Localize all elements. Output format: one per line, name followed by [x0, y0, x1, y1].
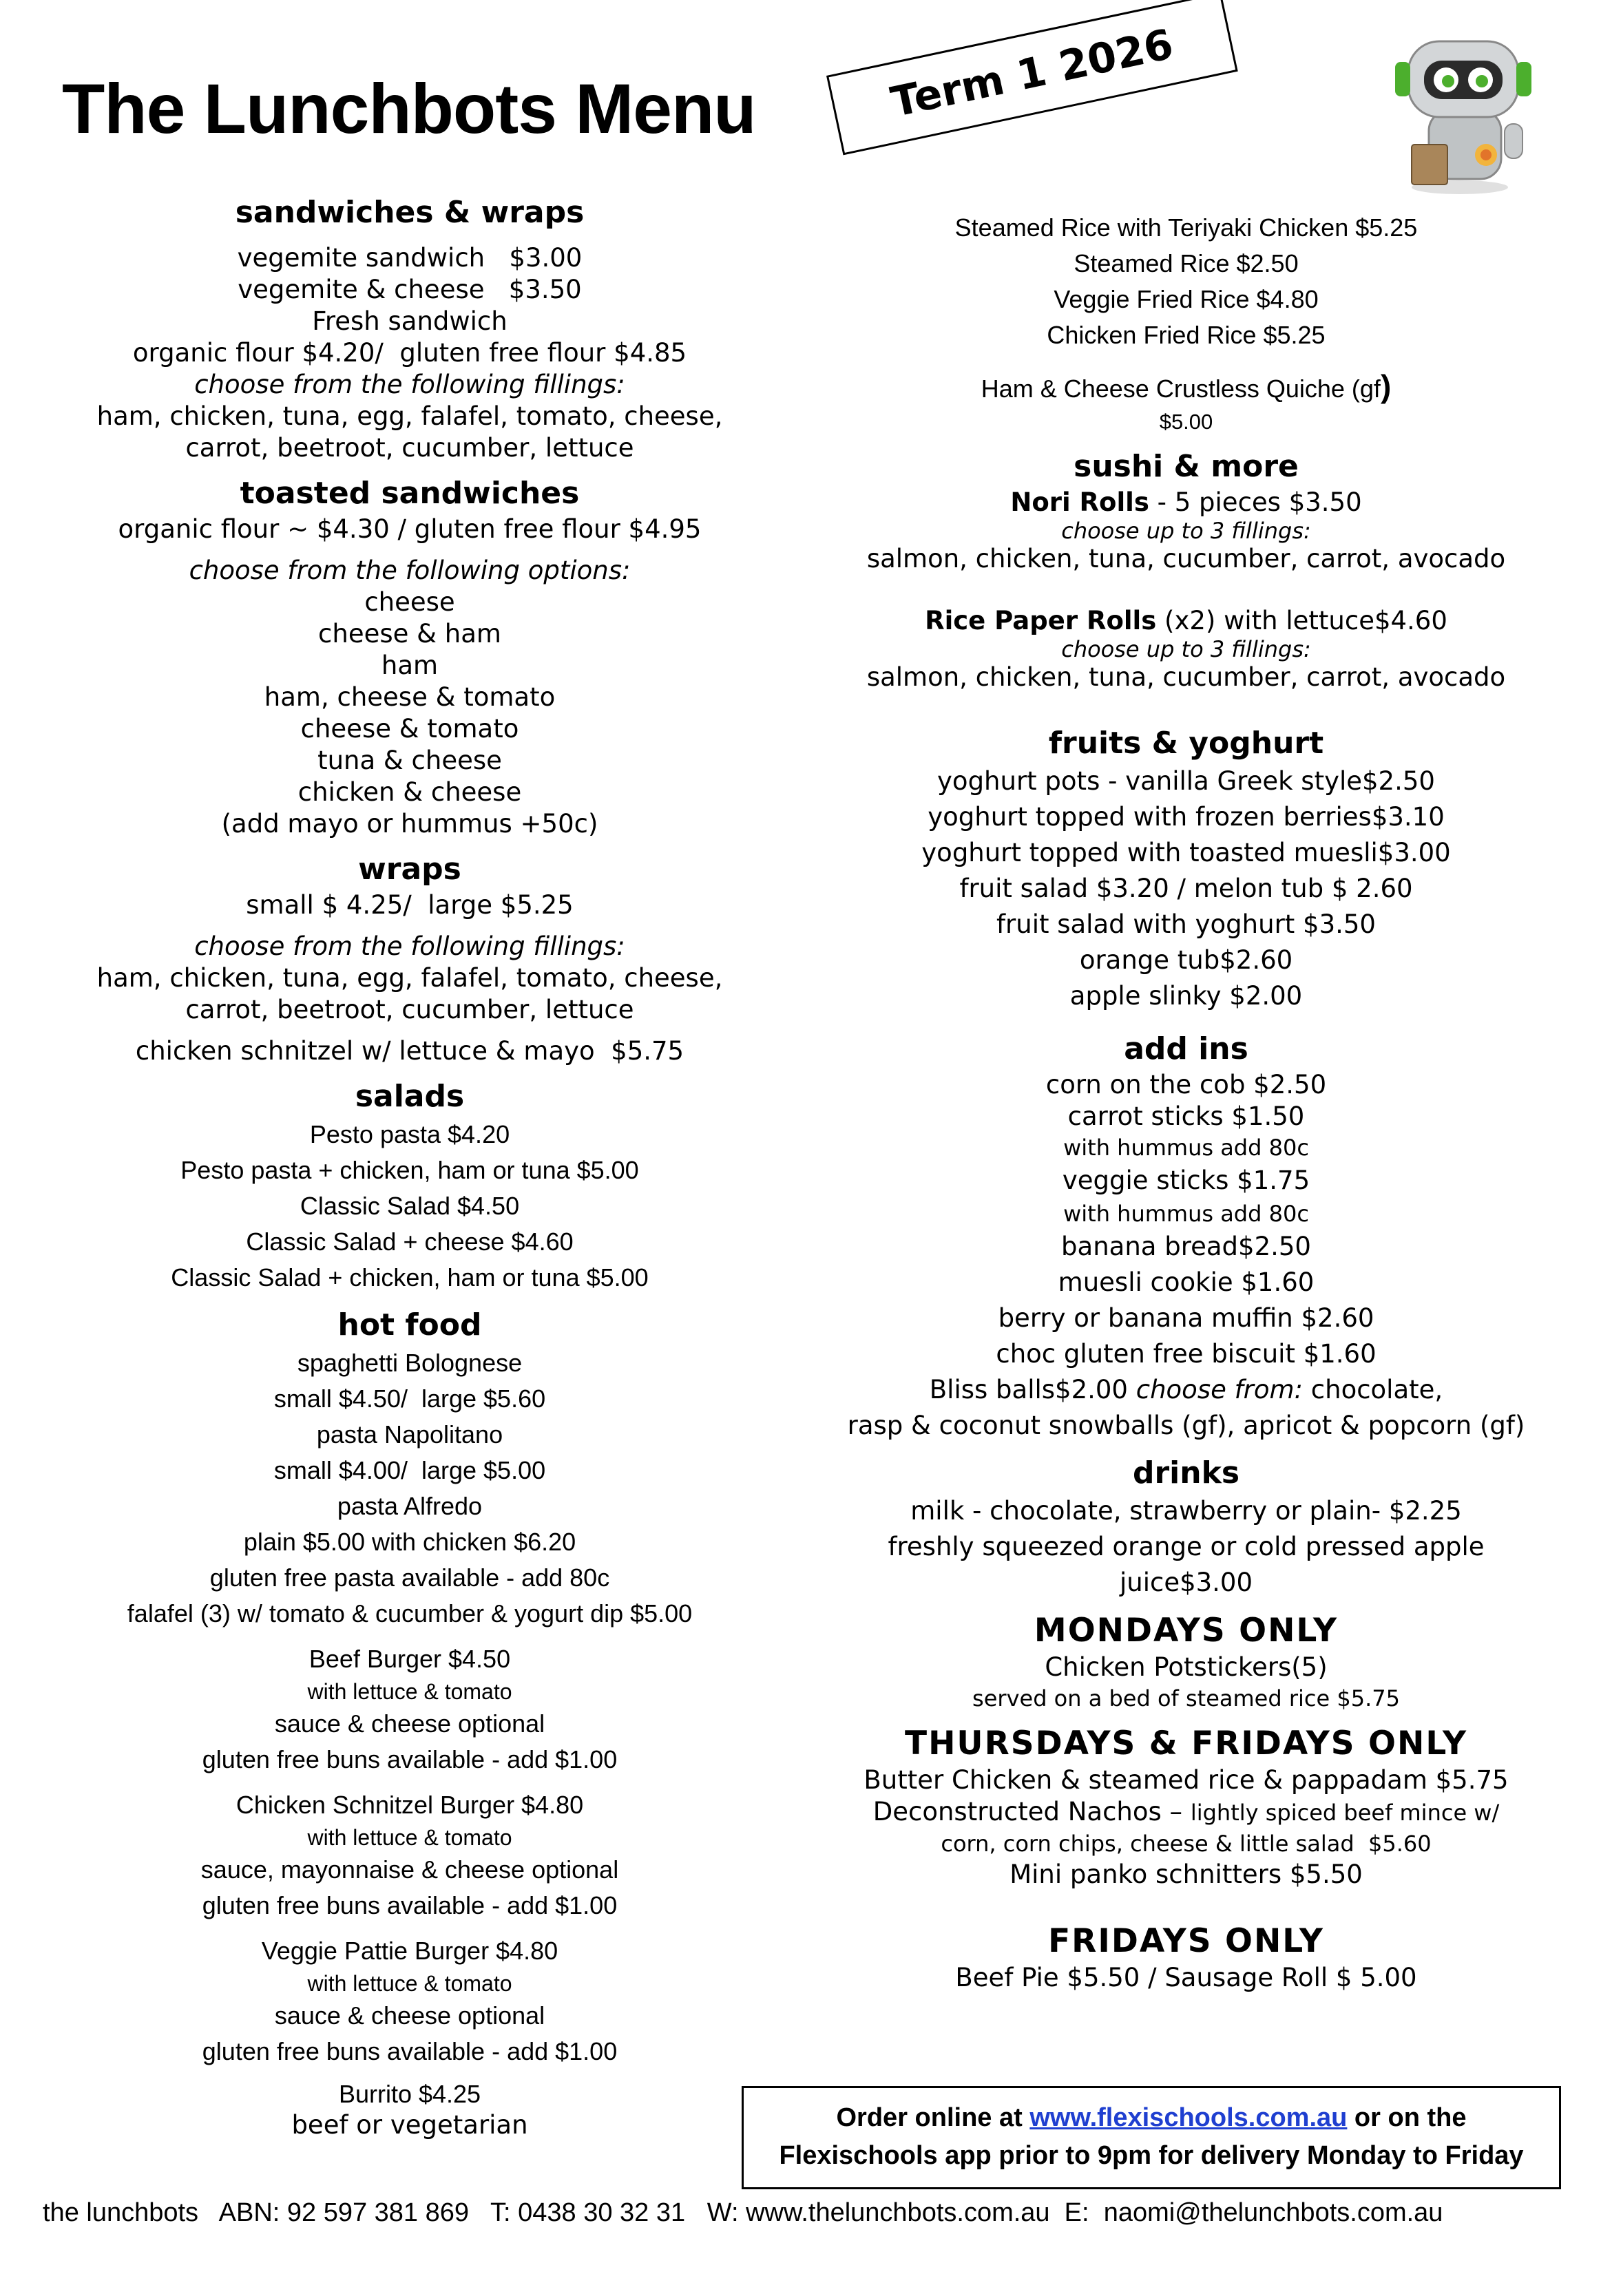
mondays-item: Chicken Potstickers(5)	[1045, 1652, 1328, 1682]
hot-food-item: small $4.50/ large $5.60	[273, 1384, 546, 1413]
nachos-desc: lightly spiced beef mince w/	[1190, 1800, 1500, 1826]
veggie-pattie-burger: Veggie Pattie Burger $4.80	[261, 1937, 558, 1965]
hummus-note: with hummus add 80c	[1063, 1201, 1309, 1227]
rice-paper-rolls	[809, 605, 1563, 637]
menu-title: The Lunchbots Menu	[62, 70, 756, 148]
burrito: Burrito $4.25	[338, 2080, 481, 2108]
fillings-line: ham, chicken, tuna, egg, falafel, tomato, cheese,	[96, 401, 723, 431]
add-in-item: muesli cookie $1.60	[1058, 1267, 1315, 1297]
choose-note: choose from the following fillings:	[194, 931, 625, 961]
term-badge	[826, 0, 1238, 155]
left-column	[48, 193, 771, 2141]
drink-item: freshly squeezed orange or cold pressed apple	[888, 1532, 1485, 1561]
rice-item: Steamed Rice $2.50	[1074, 249, 1299, 277]
fruit-item: yoghurt pots - vanilla Greek style$2.50	[937, 766, 1435, 796]
bliss-price: Bliss balls$2.00	[929, 1375, 1136, 1404]
quiche-name: Ham & Cheese Crustless Quiche (gf	[981, 375, 1381, 403]
fillings-line: ham, chicken, tuna, egg, falafel, tomato, cheese,	[96, 963, 723, 993]
burger-with: with lettuce & tomato	[307, 1825, 512, 1850]
bliss-flavour: chocolate,	[1303, 1375, 1443, 1404]
quiche-item	[809, 368, 1563, 407]
bliss-choose: choose from:	[1136, 1375, 1304, 1404]
rice-item: Chicken Fried Rice $5.25	[1047, 321, 1326, 349]
add-in-item: corn on the cob $2.50	[1045, 1070, 1327, 1099]
section-heading-salads: salads	[355, 1079, 465, 1114]
toasted-option: chicken & cheese	[297, 777, 522, 807]
choose-note: choose from the following options:	[189, 556, 631, 585]
add-in-item: choc gluten free biscuit $1.60	[996, 1339, 1377, 1369]
bliss-flavours: rasp & coconut snowballs (gf), apricot & popcorn (gf)	[847, 1411, 1525, 1440]
section-heading-drinks: drinks	[1132, 1455, 1240, 1491]
thursdays-item	[809, 1796, 1563, 1829]
hot-food-item: pasta Napolitano	[316, 1420, 503, 1449]
term-label: Term 1 2026	[886, 20, 1178, 127]
menu-item: Fresh sandwich	[312, 306, 507, 336]
fruit-item: fruit salad $3.20 / melon tub $ 2.60	[959, 874, 1413, 903]
beef-burger: Beef Burger $4.50	[308, 1645, 511, 1673]
heading-fridays-only: FRIDAYS ONLY	[1048, 1922, 1324, 1960]
thursdays-item: corn, corn chips, cheese & little salad $5.60	[941, 1831, 1432, 1857]
salad-item: Classic Salad $4.50	[300, 1192, 520, 1220]
fillings-line: carrot, beetroot, cucumber, lettuce	[185, 995, 634, 1024]
rice-paper-fillings: salmon, chicken, tuna, cucumber, carrot, avocado	[866, 662, 1506, 692]
section-heading-fruits: fruits & yoghurt	[1048, 726, 1324, 761]
heading-mondays-only: MONDAYS ONLY	[1034, 1612, 1339, 1650]
drink-item: milk - chocolate, strawberry or plain- $2.25	[910, 1496, 1462, 1526]
bliss-balls	[809, 1372, 1563, 1408]
thursdays-item: Butter Chicken & steamed rice & pappadam $5.75	[864, 1765, 1509, 1795]
section-heading-hot-food: hot food	[337, 1307, 482, 1342]
rice-item: Steamed Rice with Teriyaki Chicken $5.25	[954, 213, 1418, 242]
schnitzel-wrap: chicken schnitzel w/ lettuce & mayo $5.75	[135, 1036, 684, 1066]
wraps-price: small $ 4.25/ large $5.25	[246, 890, 574, 920]
order-pre: Order online at	[836, 2103, 1030, 2132]
order-line-2: Flexischools app prior to 9pm for delivery Monday to Friday	[779, 2141, 1524, 2170]
rice-paper-price: (x2) with lettuce$4.60	[1156, 606, 1447, 635]
hot-food-item: plain $5.00 with chicken $6.20	[243, 1528, 576, 1556]
fruit-item: yoghurt topped with toasted muesli$3.00	[921, 838, 1451, 867]
chicken-schnitzel-burger: Chicken Schnitzel Burger $4.80	[236, 1791, 584, 1819]
flexischools-link[interactable]: www.flexischools.com.au	[1029, 2103, 1348, 2132]
add-in-item: carrot sticks $1.50	[1067, 1102, 1305, 1131]
order-post: or on the	[1347, 2103, 1467, 2132]
menu-item: vegemite & cheese $3.50	[238, 275, 582, 304]
fruit-item: apple slinky $2.00	[1069, 981, 1303, 1011]
burrito-sub: beef or vegetarian	[291, 2110, 528, 2140]
salad-item: Classic Salad + cheese $4.60	[246, 1228, 574, 1256]
toasted-option: ham, cheese & tomato	[264, 682, 556, 712]
menu-item: vegemite sandwich $3.00	[237, 243, 583, 273]
section-heading-toasted: toasted sandwiches	[240, 476, 580, 511]
burger-sauce: sauce, mayonnaise & cheese optional	[200, 1855, 619, 1884]
section-heading-sushi: sushi & more	[1074, 449, 1299, 484]
nori-rolls	[809, 487, 1563, 518]
section-heading-add-ins: add ins	[1124, 1031, 1248, 1066]
menu-item: organic flour $4.20/ gluten free flour $4.85	[132, 338, 687, 368]
choose-note: choose from the following fillings:	[194, 370, 625, 399]
fruit-item: fruit salad with yoghurt $3.50	[996, 909, 1376, 939]
nori-name: Nori Rolls	[1010, 487, 1149, 517]
fruit-item: yoghurt topped with frozen berries$3.10	[928, 802, 1445, 832]
right-column	[809, 210, 1563, 1994]
drink-item: juice$3.00	[1119, 1568, 1253, 1597]
salad-item: Pesto pasta + chicken, ham or tuna $5.00	[180, 1156, 639, 1184]
burger-with: with lettuce & tomato	[307, 1679, 512, 1704]
section-heading-wraps: wraps	[358, 852, 461, 887]
choose-note: choose up to 3 fillings:	[1061, 636, 1311, 662]
fridays-item: Beef Pie $5.50 / Sausage Roll $ 5.00	[955, 1963, 1417, 1992]
hot-food-item: pasta Alfredo	[337, 1492, 483, 1520]
quiche-paren: )	[1380, 368, 1392, 404]
footer-contact: the lunchbots ABN: 92 597 381 869 T: 0438 30 32 31 W: www.thelunchbots.com.au E: naomi@thelunchbots.com.au	[43, 2198, 1443, 2227]
burger-gf: gluten free buns available - add $1.00	[202, 1891, 618, 1919]
hummus-note: with hummus add 80c	[1063, 1135, 1309, 1161]
add-in-item: banana bread$2.50	[1061, 1232, 1311, 1261]
order-online-box	[742, 2086, 1561, 2189]
robot-mascot-icon	[1370, 28, 1556, 200]
thursdays-item: Mini panko schnitters $5.50	[1009, 1860, 1363, 1889]
nachos-name: Deconstructed Nachos –	[872, 1797, 1191, 1826]
toasted-price: organic flour ~ $4.30 / gluten free flour $4.95	[118, 514, 702, 544]
quiche-price: $5.00	[1159, 410, 1213, 434]
toasted-option: tuna & cheese	[317, 746, 502, 775]
choose-note: choose up to 3 fillings:	[1061, 518, 1311, 544]
add-in-item: veggie sticks $1.75	[1062, 1166, 1310, 1195]
add-in-item: berry or banana muffin $2.60	[998, 1303, 1374, 1333]
fruit-item: orange tub$2.60	[1079, 945, 1293, 975]
toasted-option: cheese	[364, 587, 455, 617]
hot-food-item: falafel (3) w/ tomato & cucumber & yogurt dip $5.00	[127, 1599, 693, 1628]
rice-item: Veggie Fried Rice $4.80	[1054, 285, 1319, 313]
heading-thursdays-fridays-only: THURSDAYS & FRIDAYS ONLY	[905, 1725, 1467, 1762]
order-line-1	[744, 2099, 1559, 2137]
burger-gf: gluten free buns available - add $1.00	[202, 1745, 618, 1773]
toasted-option: ham	[381, 651, 439, 680]
nori-fillings: salmon, chicken, tuna, cucumber, carrot, avocado	[866, 544, 1506, 573]
toasted-option: cheese & tomato	[300, 714, 519, 744]
burger-sauce: sauce & cheese optional	[274, 2001, 545, 2030]
hot-food-item: gluten free pasta available - add 80c	[209, 1563, 610, 1592]
section-heading-sandwiches: sandwiches & wraps	[235, 195, 585, 230]
hot-food-item: spaghetti Bolognese	[297, 1349, 523, 1377]
mondays-item: served on a bed of steamed rice $5.75	[972, 1685, 1400, 1712]
hot-food-item: small $4.00/ large $5.00	[273, 1456, 546, 1484]
toasted-option: cheese & ham	[318, 619, 501, 649]
burger-with: with lettuce & tomato	[307, 1971, 512, 1996]
salad-item: Pesto pasta $4.20	[309, 1120, 510, 1148]
fillings-line: carrot, beetroot, cucumber, lettuce	[185, 433, 634, 463]
rice-paper-name: Rice Paper Rolls	[925, 606, 1157, 635]
nori-price: - 5 pieces $3.50	[1149, 487, 1362, 517]
burger-gf: gluten free buns available - add $1.00	[202, 2037, 618, 2065]
burger-sauce: sauce & cheese optional	[274, 1709, 545, 1738]
salad-item: Classic Salad + chicken, ham or tuna $5.00	[171, 1263, 649, 1292]
toasted-option: (add mayo or hummus +50c)	[221, 809, 598, 839]
